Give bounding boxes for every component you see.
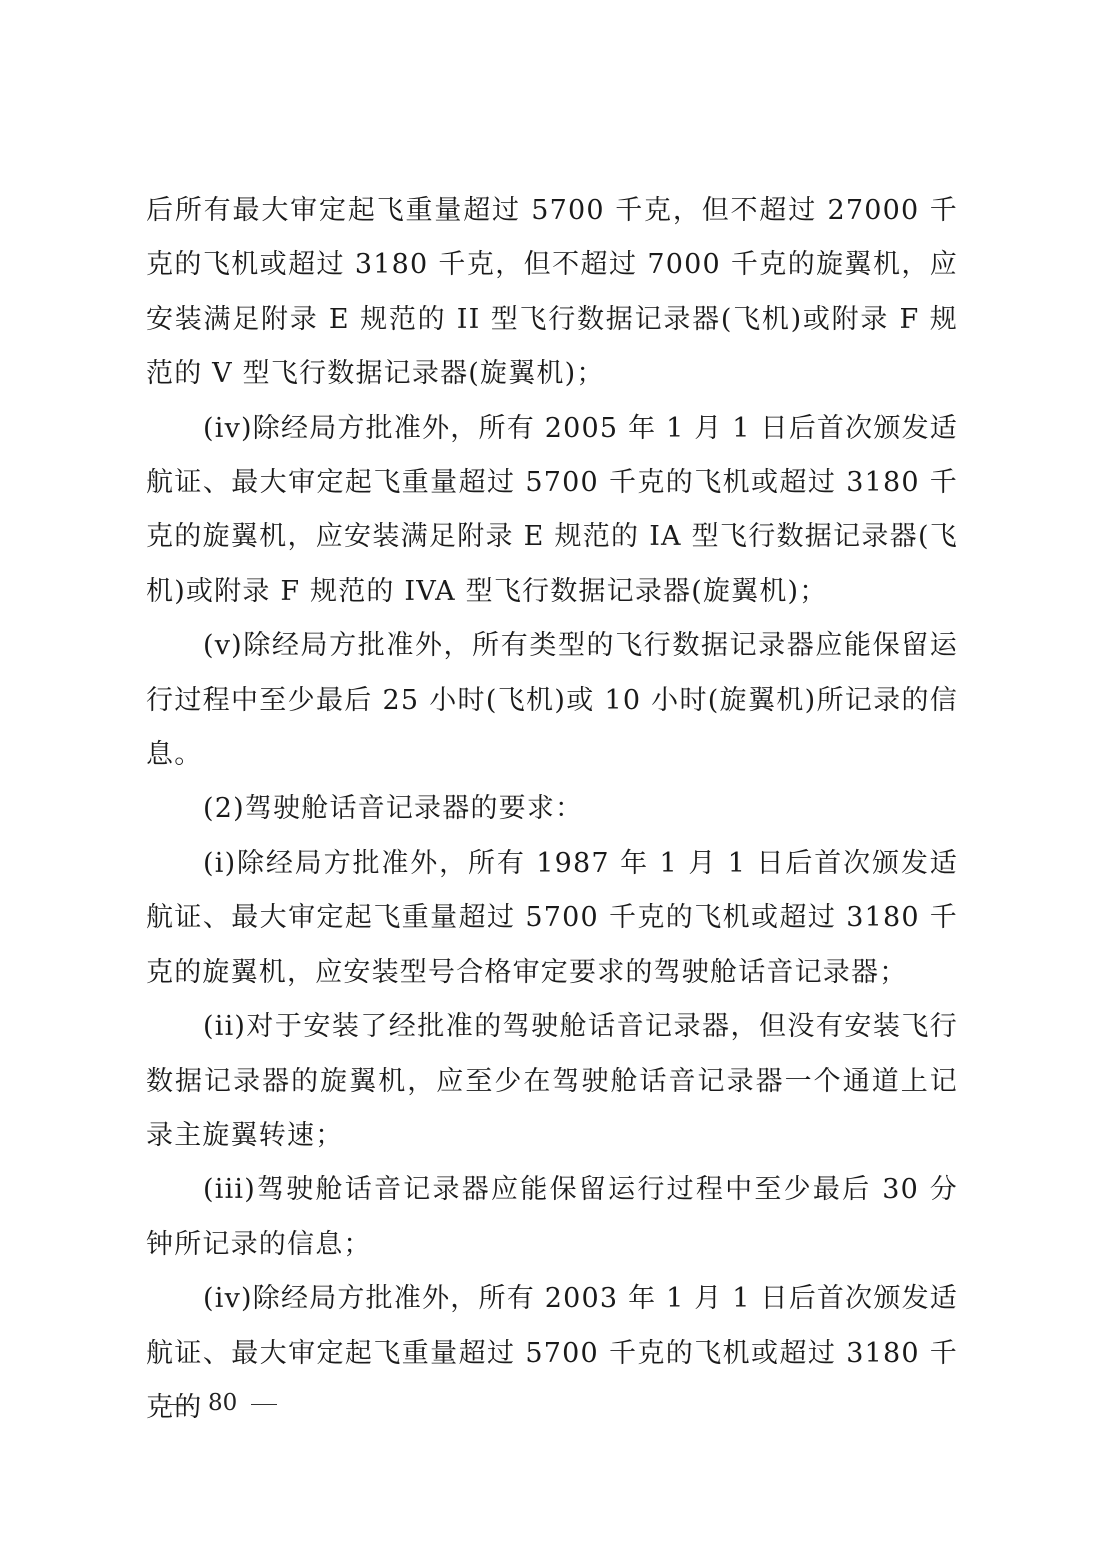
footer-dash-right [251, 1404, 277, 1405]
page-number: 80 [208, 1390, 238, 1416]
page-footer [168, 1386, 277, 1420]
footer-dash-left [168, 1404, 194, 1405]
paragraph-item-ii-cvr: (ii)对于安装了经批准的驾驶舱话音记录器，但没有安装飞行数据记录器的旋翼机，应至少在驾驶舱话音记录器一个通道上记录主旋翼转速； [146, 1011, 958, 1151]
paragraph-item-v-fdr: (v)除经局方批准外，所有类型的飞行数据记录器应能保留运行过程中至少最后 25 小时(飞机)或 10 小时(旋翼机)所记录的信息。 [146, 630, 958, 771]
paragraph-item-iii-cvr: (iii)驾驶舱话音记录器应能保留运行过程中至少最后 30 分钟所记录的信息； [146, 1174, 958, 1260]
paragraph-item-iv-cvr: (iv)除经局方批准外，所有 2003 年 1 月 1 日后首次颁发适航证、最大审定起飞重量超过 5700 千克的飞机或超过 3180 千克的 [146, 1283, 958, 1423]
paragraph-item-iv-fdr: (iv)除经局方批准外，所有 2005 年 1 月 1 日后首次颁发适航证、最大审定起飞重量超过 5700 千克的飞机或超过 3180 千克的旋翼机，应安装满足附录 E 规范的 IA 型飞行数据记录器(飞机)或附录 F 规范的 IVA 型飞行数据记录器(旋翼机)； [146, 412, 958, 607]
body-text [146, 184, 958, 1435]
paragraph-item-i-cvr: (i)除经局方批准外，所有 1987 年 1 月 1 日后首次颁发适航证、最大审定起飞重量超过 5700 千克的飞机或超过 3180 千克的旋翼机，应安装型号合格审定要求的驾驶舱话音记录器； [146, 847, 958, 988]
paragraph-continuation: 后所有最大审定起飞重量超过 5700 千克，但不超过 27000 千克的飞机或超过 3180 千克，但不超过 7000 千克的旋翼机，应安装满足附录 E 规范的 II 型飞行数据记录器(飞机)或附录 F 规范的 V 型飞行数据记录器(旋翼机)； [146, 195, 958, 390]
paragraph-section-2-cvr: (2)驾驶舱话音记录器的要求： [203, 793, 584, 825]
